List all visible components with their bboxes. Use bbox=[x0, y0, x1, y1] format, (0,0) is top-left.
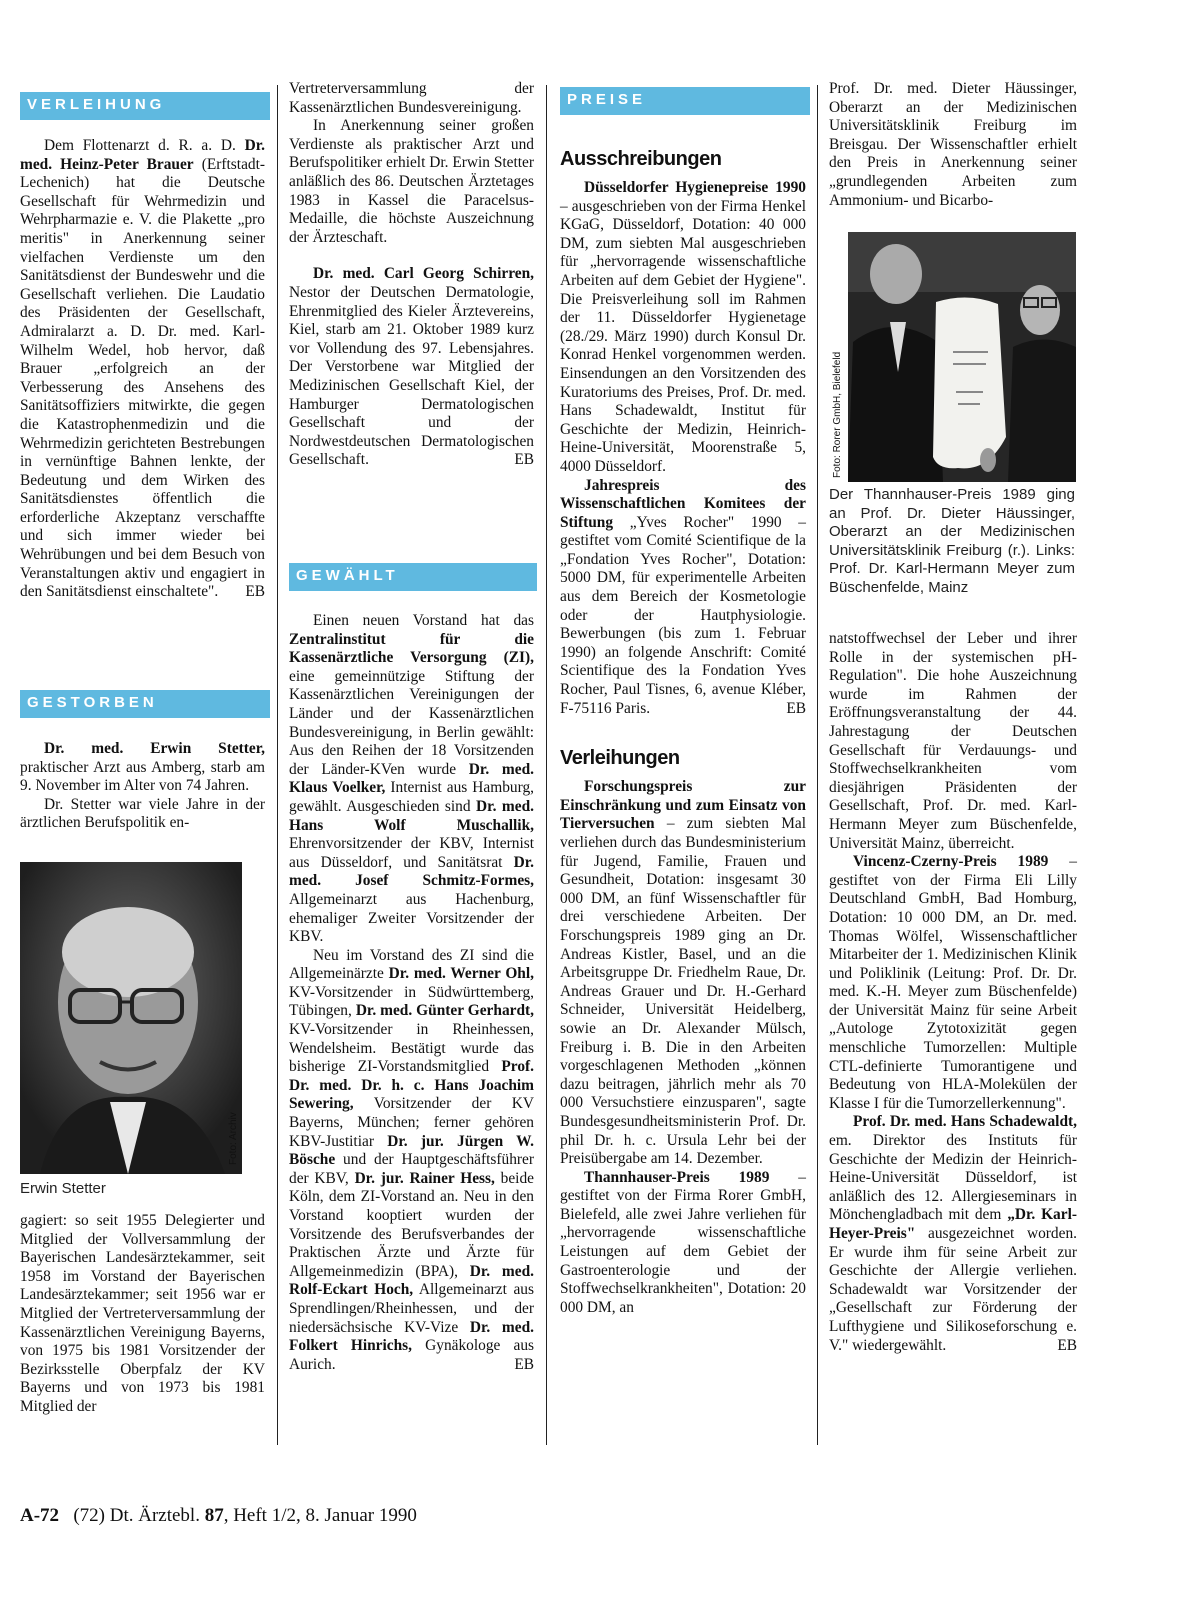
photo-credit-rorer: Foto: Rorer GmbH, Bielefeld bbox=[832, 351, 843, 478]
article-preise: Ausschreibungen Düsseldorfer Hygienepreise 1990 – ausgeschrieben von der Firma Henkel KGaG, Düsseldorf, Dotation: 40 000 DM, zum siebten Mal ausgeschrieben für „hervorragende wissenschaftliche Arbeiten auf dem Gebiet der Hygiene". Die Preisverleihung soll im Rahmen der 11. Düsseldorfer Hygienetage (28./29. März 1990) durch Konsul Dr. Konrad Henkel vorgenommen werden. Einsendungen an den Vorsitzenden des Kuratoriums des Preises, Prof. Dr. med. Hans Schadewaldt, Institut für Geschichte der Medizin, Heinrich-Heine-Universität, Moorenstraße 5, 4000 Düsseldorf. Jahrespreis des Wissenschaftlichen Komitees der Stiftung „Yves Rocher" 1990 – gestiftet vom Comité Scientifique de la „Fondation Yves Rocher", Dotation: 5000 DM, für experimentelle Arbeiten aus dem Bereich der Kosmetologie oder der Hautphysiologie. Bewerbungen (bis zum 1. Februar 1990) an folgende Anschrift: Comité Scientifique des la Fondation Yves Rocher, Paul Tisnes, 6, avenue Kléber, F-75116 Paris. EB Verleihungen Forschungspreis zur Einschränkung und zum Einsatz von Tierversuchen – zum siebten Mal verliehen durch das Bundesministerium für Jugend, Familie, Frauen und Gesundheit, Dotation: insgesamt 30 000 DM, an fünf Wissenschaftler für drei verschiedene Arbeiten. Der Forschungspreis 1989 ging an Dr. Andreas Kistler, Basel, und an die Arbeitsgruppe Dr. Friedhelm Raue, Dr. Andreas Grauer und Dr. H.-Gerhard Schneider, Universität Heidelberg, sowie an Dr. Alexander Mülsch, Freiburg i. B. Die in den Arbeiten vorgeschlagenen Methoden „können dazu beitragen, jährlich mehr als 70 000 Versuchstiere einzusparen", sagte Bundesgesundheitsministerin Prof. Dr. phil Dr. h. c. Ursula Lehr bei der Preisübergabe am 14. Dezember. Thannhauser-Preis 1989 – gestiftet von der Firma Rorer GmbH, Bielefeld, alle zwei Jahre verliehen für „hervorragende wissenschaftliche Leistungen auf dem Gebiet der Gastroenterologie und der Stoffwechselkrankheiten", Dotation: 20 000 DM, an bbox=[560, 148, 807, 1316]
photo-caption-stetter: Erwin Stetter bbox=[20, 1180, 106, 1197]
award-photo-thannhauser bbox=[848, 232, 1076, 482]
section-header-gestorben: GESTORBEN bbox=[20, 690, 270, 718]
article-gewaehlt: Einen neuen Vorstand hat das Zentralinstitut für die Kassenärztliche Versorgung (ZI), eine gemeinnützige Stiftung der Kassenärztlichen Vereinigungen der Länder und der Kassenärztlichen Bundesvereinigung, in Berlin gewählt: Aus den Reihen der 18 Vorsitzenden der Länder-KVen wurde Dr. med. Klaus Voelker, Internist aus Hamburg, gewählt. Ausgeschieden sind Dr. med. Hans Wolf Muschallik, Ehrenvorsitzender der KBV, Internist aus Düsseldorf, und Sanitätsrat Dr. med. Josef Schmitz-Formes, Allgemeinarzt aus Hachenburg, ehemaliger Zweiter Vorsitzender der KBV. Neu im Vorstand des ZI sind die Allgemeinärzte Dr. med. Werner Ohl, KV-Vorsitzender in Südwürttemberg, Tübingen, Dr. med. Günter Gerhardt, KV-Vorsitzender in Rheinhessen, Wendelsheim. Bestätigt wurde das bisherige ZI-Vorstandsmitglied Prof. Dr. med. Dr. h. c. Hans Joachim Sewering, Vorsitzender der KV Bayerns, München; ferner gehören KBV-Justitiar Dr. jur. Jürgen W. Bösche und der Hauptgeschäftsführer der KBV, Dr. jur. Rainer Hess, beide Köln, dem ZI-Vorstand an. Neu in den Vorstand kooptiert wurden der Vorsitzende des Berufsverbandes der Praktischen Ärzte und Ärzte für Allgemeinmedizin (BPA), Dr. med. Rolf-Eckart Hoch, Allgemeinarzt aus Sprendlingen/Rheinhessen, und der niedersächsische KV-Vize Dr. med. Folkert Hinrichs, Gynäkologe aus Aurich. EB bbox=[289, 612, 535, 1373]
footer-issue: , Heft 1/2, 8. Januar 1990 bbox=[223, 1505, 417, 1526]
subhead-verleihungen: Verleihungen bbox=[560, 747, 680, 770]
portrait-photo-stetter bbox=[20, 862, 242, 1174]
subhead-ausschreibungen: Ausschreibungen bbox=[560, 148, 722, 170]
column-rule-2 bbox=[546, 85, 547, 1445]
footer-volume: 87 bbox=[204, 1505, 224, 1526]
photo-credit-archiv: Foto: Archiv bbox=[228, 1112, 239, 1165]
section-header-gewaehlt: GEWÄHLT bbox=[289, 563, 537, 591]
article-preise-part2: Prof. Dr. med. Dieter Häussinger, Oberarzt an der Medizinischen Universitätsklinik Freiburg im Breisgau. Der Wissenschaftler erhielt den Preis in Anerkennung seiner „grundlegenden Arbeiten zum Ammonium- und Bicarbo- bbox=[829, 80, 1077, 209]
page-number: A-72 bbox=[20, 1505, 60, 1526]
article-gestorben-part1: Dr. med. Erwin Stetter, praktischer Arzt aus Amberg, starb am 9. November im Alter von 74 Jahren. Dr. Stetter war viele Jahre in der ärztlichen Berufspolitik en- bbox=[20, 740, 265, 832]
photo-caption-thannhauser: Der Thannhauser-Preis 1989 ging an Prof. Dr. Dieter Häussinger, Oberarzt an der Medizinischen Universitätsklinik Freiburg (r.). Links: Prof. Dr. Karl-Hermann Meyer zum Büschenfelde, Mainz bbox=[829, 486, 1075, 596]
section-header-preise: PREISE bbox=[560, 87, 810, 115]
article-gestorben-part2: gagiert: so seit 1955 Delegierter und Mitglied der Vollversammlung der Bayerischen Landesärztekammer, seit 1958 im Vorstand der Bayerischen Landesärztekammer; seit 1956 war er Mitglied der Vertreterversammlung der Kassenärztlichen Vereinigung Bayerns, von 1975 bis 1981 Vorsitzender der Bezirksstelle Oberpfalz der KV Bayerns und von 1973 bis 1981 Mitglied der bbox=[20, 1212, 265, 1415]
footer-citation: (72) Dt. Ärztebl. bbox=[73, 1505, 200, 1526]
page-footer bbox=[20, 1505, 417, 1527]
column-rule-1 bbox=[277, 85, 278, 1445]
article-gestorben-part3: Vertreterversammlung der Kassenärztlichen Bundesvereinigung. In Anerkennung seiner großen Verdienste als praktischer Arzt und Berufspolitiker erhielt Dr. Erwin Stetter anläßlich des 86. Deutschen Ärztetages 1983 in Kassel die Paracelsus-Medaille, die höchste Auszeichnung der Ärzteschaft. Dr. med. Carl Georg Schirren, Nestor der Deutschen Dermatologie, Ehrenmitglied des Kieler Ärztevereins, Kiel, starb am 21. Oktober 1989 kurz vor Vollendung des 97. Lebensjahres. Der Verstorbene war Mitglied der Medizinischen Gesellschaft Kiel, der Hamburger Dermatologischen Gesellschaft und der Nordwestdeutschen Dermatologischen Gesellschaft. EB bbox=[289, 80, 534, 469]
section-header-verleihung: VERLEIHUNG bbox=[20, 92, 270, 120]
article-verleihung: Dem Flottenarzt d. R. a. D. Dr. med. Heinz-Peter Brauer (Erftstadt-Lechenich) hat die Deutsche Gesellschaft für Wehrmedizin und Wehrpharmazie e. V. die Plakette „pro meritis" in Anerkennung seiner vielfachen Verdienste um den Sanitätsdienst der Bundeswehr und die Gesellschaft verliehen. Die Laudatio des Präsidenten der Gesellschaft, Admiralarzt a. D. Dr. med. Karl-Wilhelm Wedel, hob hervor, daß Brauer „erfolgreich an der Verbesserung des Ansehens des Sanitätsoffiziers mitwirkte, die gegen die Katastrophenmedizin und die Wehrmedizin gerichteten Bestrebungen in vernünftige Bahnen lenkte, der Bedeutung und dem Wirken des Sanitätsdienstes öffentlich die erforderliche Akzeptanz verschaffte und sich immer wieder bei Wehrübungen und bei dem Besuch von Veranstaltungen aktiv und engagiert in den Sanitätsdienst einschaltete". EB bbox=[20, 137, 265, 601]
article-preise-part3: natstoffwechsel der Leber und ihrer Rolle in der systemischen pH-Regulation". Die hohe Auszeichnung wurde im Rahmen der Eröffnungsveranstaltung der 44. Jahrestagung der Deutschen Gesellschaft für Verdauungs- und Stoffwechselkrankheiten vom diesjährigen Präsidenten der Gesellschaft, Prof. Dr. med. Karl-Hermann Meyer zum Büschenfelde, Universität Mainz, überreicht. Vincenz-Czerny-Preis 1989 – gestiftet von der Firma Eli Lilly Deutschland GmbH, Bad Homburg, Dotation: 10 000 DM, an Dr. med. Thomas Wölfel, Wissenschaftlicher Mitarbeiter der 1. Medizinischen Klinik und Poliklinik (Leitung: Prof. Dr. Dr. med. K.-H. Meyer zum Büschenfelde) der Universität Mainz für seine Arbeit „Autologe Zytotoxizität gegen menschliche Tumorzellen: Multiple CTL-definierte Tumorantigene und Bedeutung von HLA-Molekülen der Klasse I für die Tumorzellerkennung". Prof. Dr. med. Hans Schadewaldt, em. Direktor des Instituts für Geschichte der Medizin der Heinrich-Heine-Universität Düsseldorf, ist anläßlich des 12. Allergieseminars in Mönchengladbach mit dem „Dr. Karl-Heyer-Preis" ausgezeichnet worden. Er wurde ihm für seine Arbeit zur Geschichte der Allergie verliehen. Schadewaldt war Vorsitzender der „Gesellschaft zur Förderung der Lufthygiene und Silikoseforschung e. V." wiedergewählt. EB bbox=[829, 630, 1077, 1354]
column-rule-3 bbox=[817, 85, 818, 1445]
